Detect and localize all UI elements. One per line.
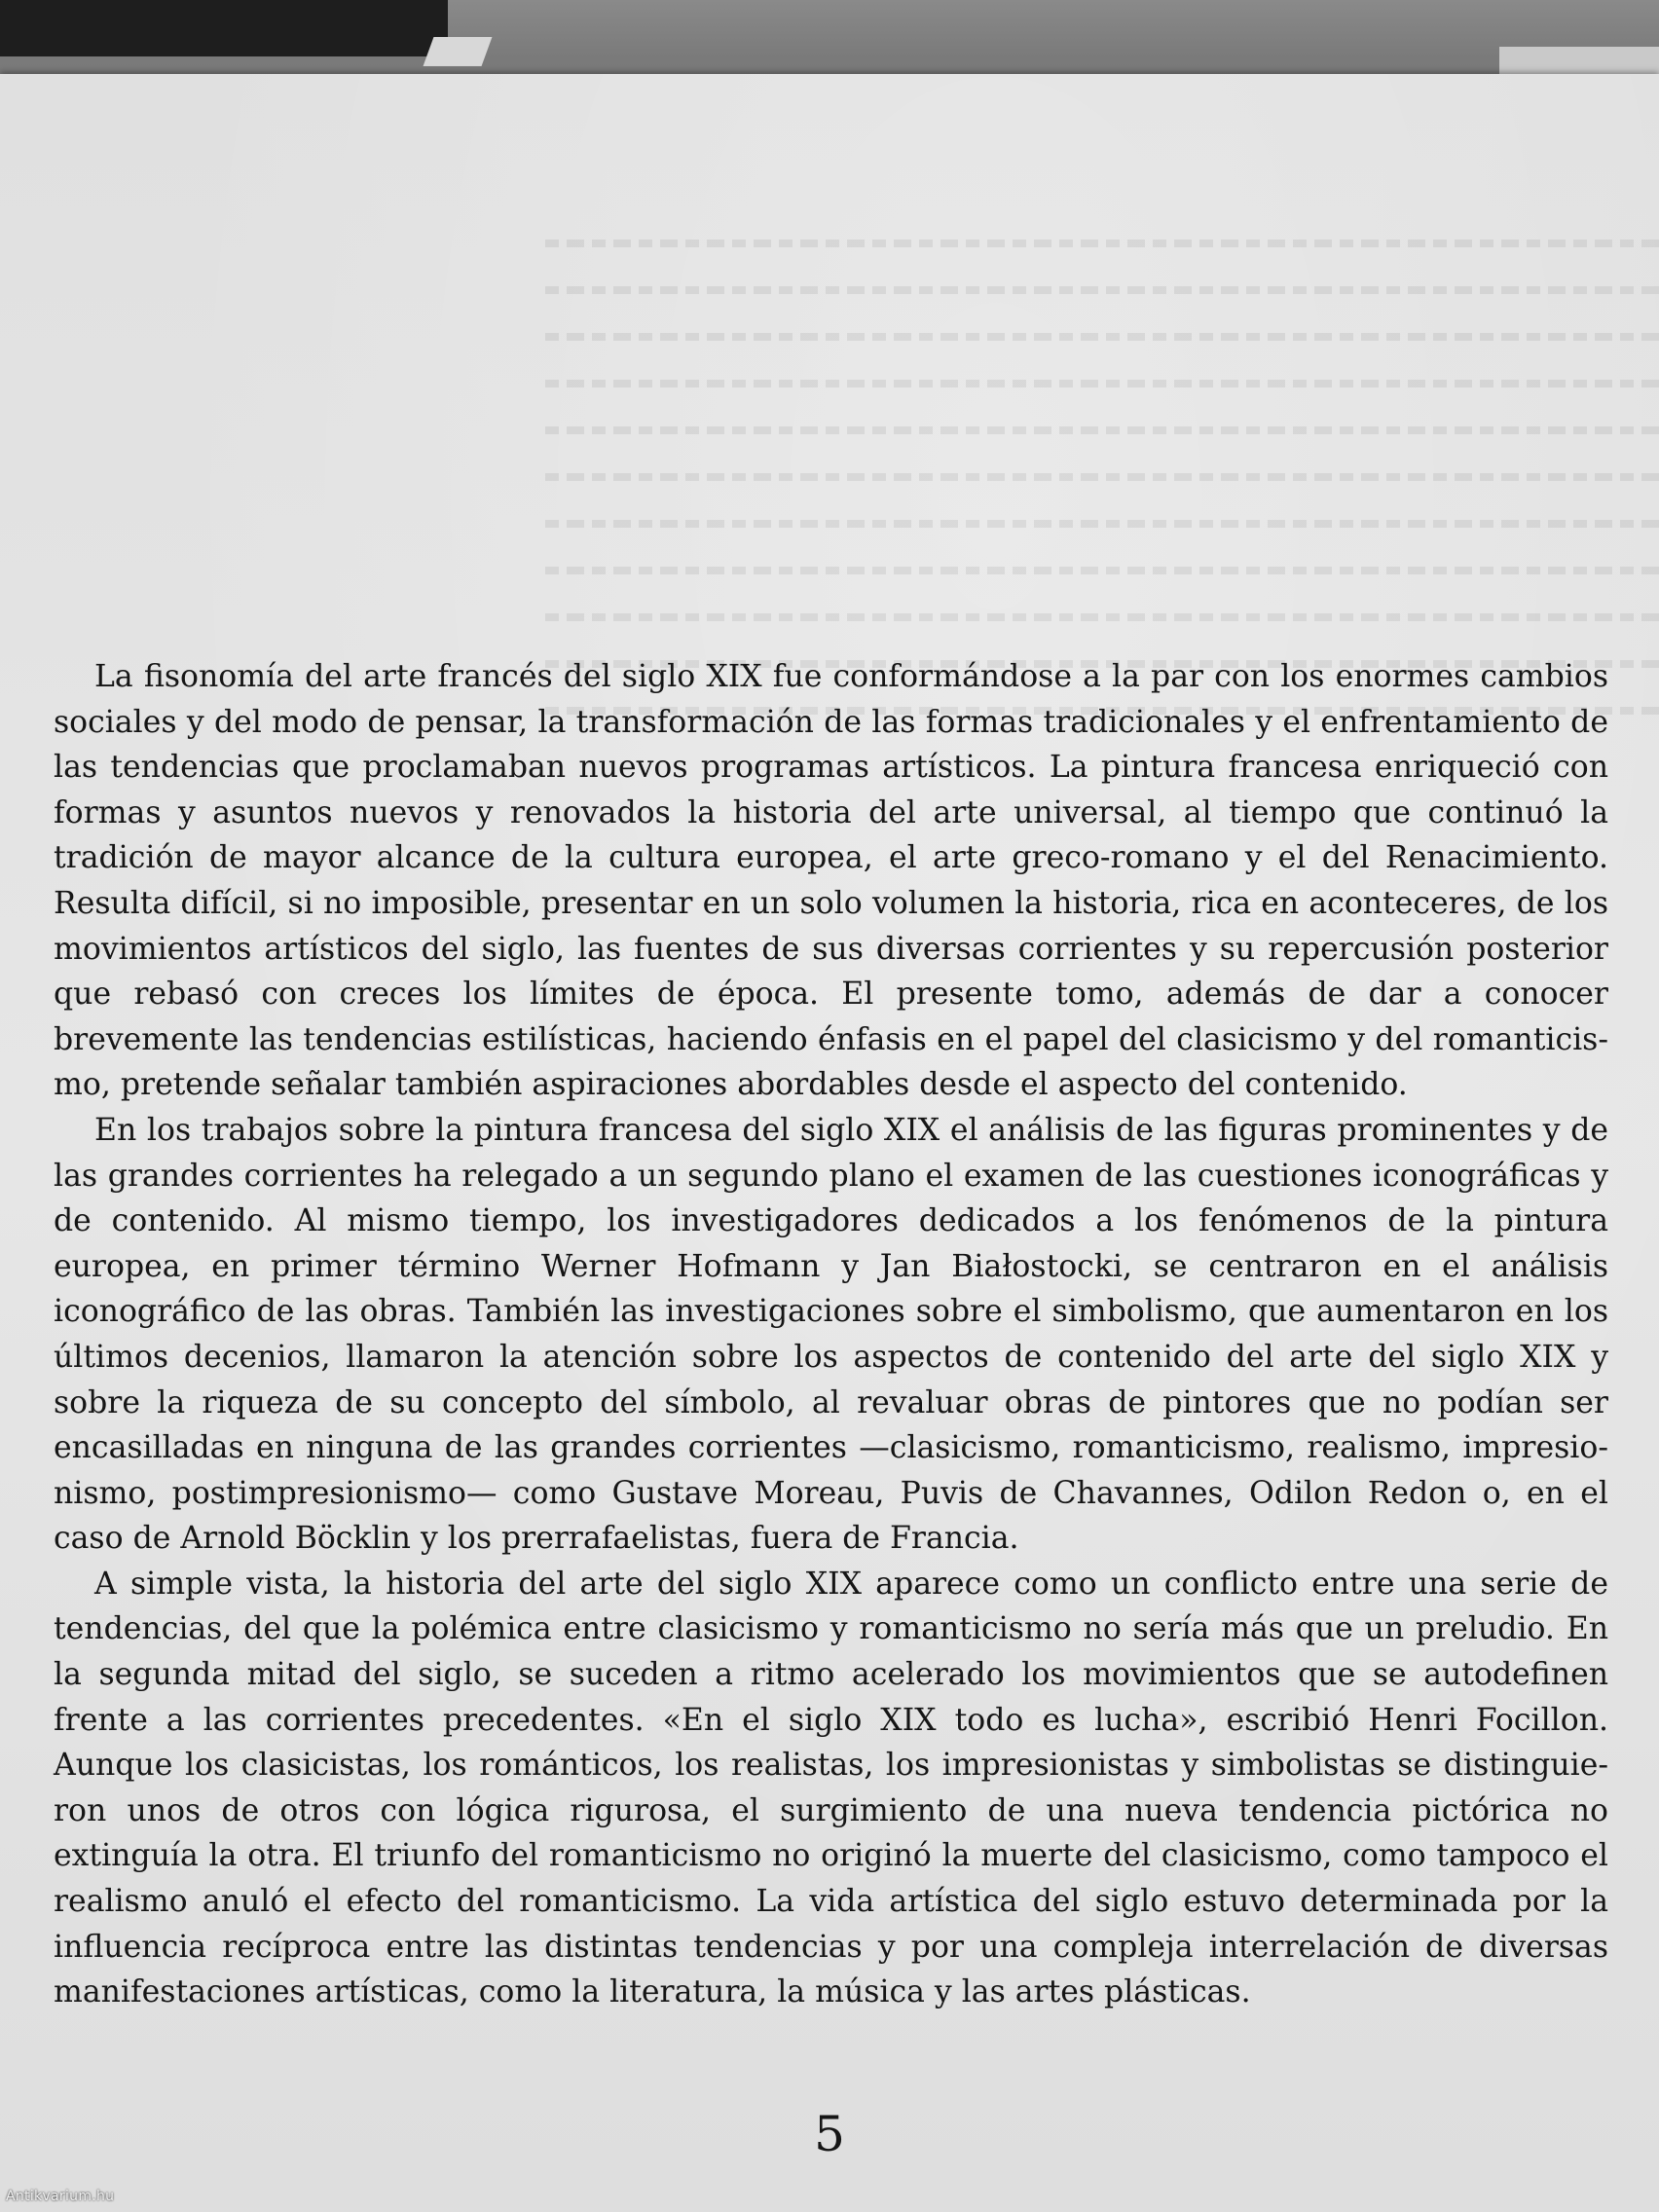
source-watermark: Antikvarium.hu [6,2189,115,2204]
backdrop-light-edge [424,37,493,66]
paragraph-3: A simple vista, la historia del arte del siglo XIX aparece como un conflicto entre una serie de tendencias, del que la polémica entre clasicismo y romanticismo no sería más que un preludio. En la segunda mitad del siglo, se suceden a ritmo acelerado los movimientos que se autodefinen frente a las corrientes precedentes. «En el siglo XIX todo es lucha», escribió Henri Focillon. Aunque los clasicistas, los románticos, los realistas, los impresionistas y simbolistas se distinguieron unos de otros con lógica rigurosa, el surgimiento de una nueva tendencia pictórica no extinguía la otra. El triunfo del romanticismo no originó la muerte del clasicismo, como tampoco el realismo anuló el efecto del romanticismo. La vida artística del siglo estuvo determinada por la influencia recíproca entre las distintas tendencias y por una compleja interrelación de diversas manifestaciones artísticas, como la literatura, la música y las artes plásticas. [54,1566,1608,2010]
body-text [54,654,1608,2015]
paragraph-2: En los trabajos sobre la pintura francesa del siglo XIX el análisis de las figuras prominentes y de las grandes corrientes ha relegado a un segundo plano el examen de las cuestiones iconográficas y de contenido. Al mismo tiempo, los investigadores dedicados a los fenómenos de la pintura europea, en primer término Werner Hofmann y Jan Białostocki, se centraron en el análisis iconográfico de las obras. También las investigaciones sobre el simbolismo, que aumentaron en los últimos decenios, llamaron la atención sobre los aspectos de contenido del arte del siglo XIX y sobre la riqueza de su concepto del símbolo, al revaluar obras de pintores que no podían ser encasilladas en ninguna de las grandes corrientes —clasicismo, romanticismo, realismo, impresionismo, postimpresionismo— como Gustave Moreau, Puvis de Chavannes, Odilon Redon o, en el caso de Arnold Böcklin y los prerrafaelistas, fuera de Francia. [54,1112,1608,1557]
backdrop-dark-edge [0,0,448,56]
paragraph-1: La fisonomía del arte francés del siglo XIX fue conformándose a la par con los enormes cambios sociales y del modo de pensar, la transformación de las formas tradicionales y el enfrentamiento de las tendencias que proclamaban nuevos programas artísticos. La pintura francesa enriqueció con formas y asuntos nuevos y renovados la historia del arte universal, al tiempo que continuó la tradición de mayor alcance de la cultura europea, el arte greco-romano y el del Renacimiento. Resulta difícil, si no imposible, presentar en un solo volumen la historia, rica en aconteceres, de los movimientos artísticos del siglo, las fuentes de sus diversas corrientes y su repercusión posterior que rebasó con creces los límites de época. El presente tomo, además de dar a conocer brevemente las tendencias estilísticas, haciendo énfasis en el papel del clasicismo y del romanticismo, pretende señalar también aspiraciones abordables desde el aspecto del contenido. [54,659,1608,1103]
page-number: 5 [814,2106,845,2162]
backdrop-right-edge [1499,47,1659,76]
